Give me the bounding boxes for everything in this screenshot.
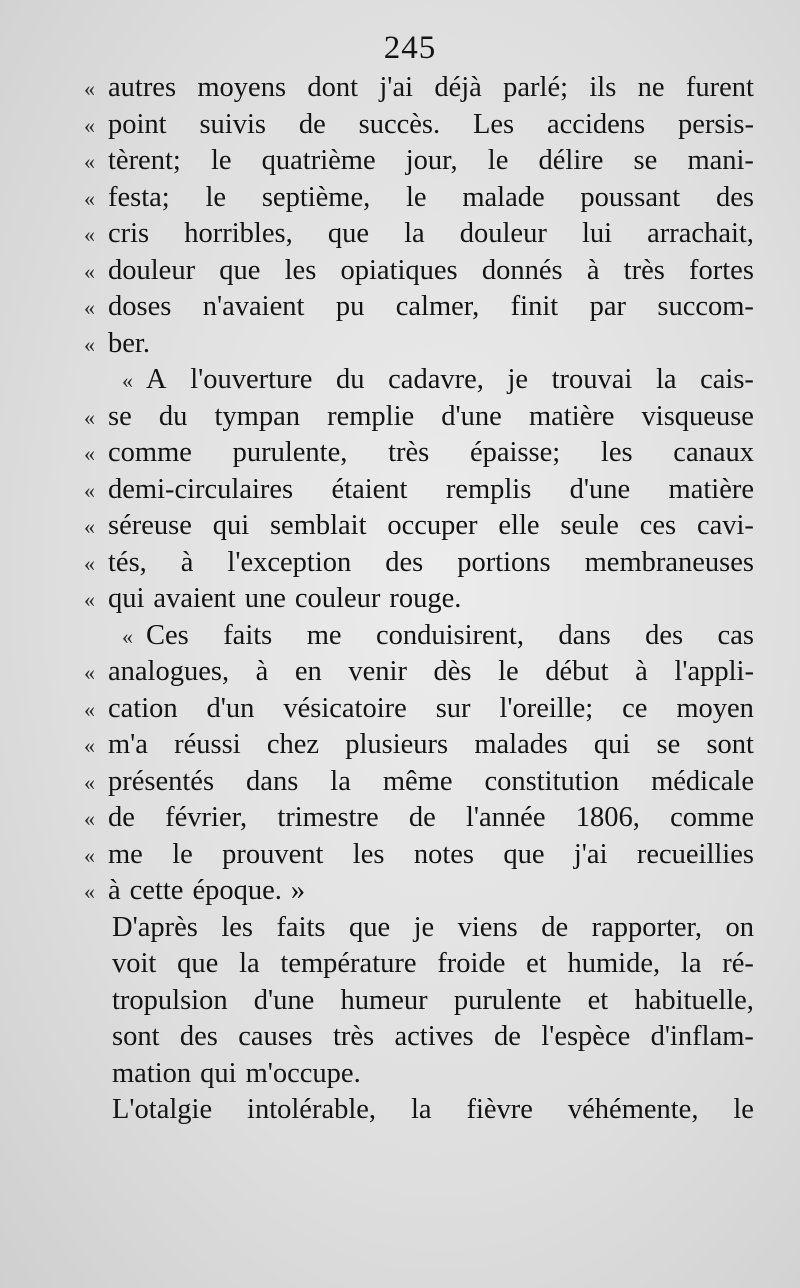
text-line (84, 618, 754, 655)
line-text (84, 1056, 754, 1093)
word: visqueuse (641, 400, 754, 432)
quote-mark: « (84, 222, 95, 247)
word: l'ouverture (190, 364, 313, 395)
word: l'espèce (541, 1021, 631, 1052)
word: finit (510, 291, 559, 322)
line-text (108, 399, 754, 436)
word: le (498, 656, 519, 687)
word: la (655, 364, 677, 395)
word: rapporter, (591, 911, 703, 943)
word: parlé; (503, 72, 569, 103)
word: qui (108, 583, 145, 614)
word: que (348, 911, 391, 943)
word: tèrent; (108, 145, 181, 176)
word: causes (238, 1021, 313, 1052)
line-text (146, 618, 754, 655)
word: seule (560, 510, 619, 541)
word: analogues, (108, 656, 230, 687)
word: » (290, 875, 306, 906)
word: dès (433, 656, 472, 687)
word: donnés (481, 254, 563, 286)
word: des (715, 181, 754, 213)
line-text (108, 727, 754, 764)
line-text (108, 472, 754, 509)
word: comme (108, 437, 192, 468)
word: d'inflam- (650, 1021, 754, 1052)
word: début (545, 656, 609, 687)
text-line (84, 983, 754, 1020)
line-text (108, 800, 754, 837)
text-line (84, 581, 754, 618)
word: portions (457, 546, 551, 578)
word: chez (266, 729, 320, 760)
text-line (84, 508, 754, 545)
quote-mark: « (84, 149, 95, 174)
word: que (327, 218, 369, 249)
word: à (586, 254, 600, 286)
word: de (408, 802, 436, 833)
line-text (108, 143, 754, 180)
word: viens (457, 911, 518, 943)
quote-mark: « (84, 404, 95, 430)
word: le (210, 145, 232, 176)
text-line (84, 70, 754, 107)
word: humeur (340, 984, 428, 1016)
word: autres (108, 72, 177, 103)
word: semblait (269, 510, 367, 541)
word: les (284, 254, 317, 286)
word: matière (668, 473, 754, 505)
word: canaux (673, 437, 754, 468)
word: cadavre, (388, 364, 484, 395)
word: température (280, 948, 417, 979)
quote-mark: « (84, 696, 95, 722)
word: douleur (108, 254, 196, 286)
quote-mark: « (84, 550, 95, 576)
word: elle (498, 510, 540, 541)
word: sont (706, 729, 754, 760)
quote-mark: « (84, 733, 95, 758)
text-line (84, 362, 754, 399)
word: présentés (108, 765, 215, 797)
word: étaient (331, 473, 408, 505)
word: je (507, 364, 529, 395)
quote-mark: « (84, 879, 95, 904)
word: intolérable, (247, 1094, 377, 1125)
word: que (219, 254, 261, 286)
word: remplie (327, 400, 415, 432)
line-text (108, 873, 754, 910)
word: venir (348, 656, 407, 687)
word: épaisse; (469, 437, 561, 468)
page-number: 245 (383, 30, 437, 66)
quote-mark: « (84, 441, 95, 466)
word: succès. (358, 108, 441, 140)
text-line (84, 545, 754, 582)
word: point (108, 108, 167, 140)
word: conduisirent, (375, 619, 524, 651)
line-text (84, 910, 754, 947)
word: pu (335, 291, 365, 322)
word: ne (637, 72, 665, 103)
word: le (205, 181, 227, 213)
word: d'une (253, 984, 315, 1016)
word: Ces (146, 619, 189, 651)
word: très (623, 254, 665, 286)
word: septième, (261, 181, 371, 213)
word: habituelle, (634, 984, 754, 1016)
word: doses (108, 291, 172, 322)
word: accidens (547, 108, 646, 140)
text-line (84, 691, 754, 728)
word: les (221, 911, 253, 943)
body-text (84, 70, 754, 1129)
word: membraneuses (584, 546, 754, 578)
word: le (406, 181, 427, 213)
word: tés, (108, 546, 147, 578)
word: opiatiques (340, 254, 458, 286)
word: sur (435, 692, 471, 724)
word: très (388, 437, 430, 468)
word: délire (538, 145, 604, 176)
word: comme (670, 802, 754, 833)
line-text (108, 435, 754, 472)
word: sont (112, 1021, 160, 1052)
word: d'une (569, 473, 631, 505)
quote-mark: « (84, 258, 95, 284)
word: d'une (441, 400, 502, 432)
word: j'ai (573, 838, 608, 870)
word: notes (413, 838, 474, 870)
word: on (725, 911, 754, 943)
line-text (108, 326, 754, 363)
word: le (733, 1094, 754, 1125)
word: succom- (657, 291, 754, 322)
word: tropulsion (112, 984, 228, 1016)
word: tympan (214, 400, 300, 432)
text-line (84, 289, 754, 326)
word: m'a (108, 729, 148, 760)
word: me (108, 838, 143, 870)
text-line (84, 654, 754, 691)
word: calmer, (395, 291, 480, 322)
word: du (158, 400, 188, 432)
word: constitution (484, 765, 620, 797)
text-line (84, 326, 754, 363)
word: remplis (445, 473, 532, 505)
word: festa; (108, 181, 170, 213)
word: actives (394, 1021, 474, 1052)
word: moyen (676, 692, 754, 724)
quote-mark: « (84, 185, 95, 211)
line-text (108, 691, 754, 728)
line-text (108, 107, 754, 144)
word: cette (129, 875, 184, 906)
text-line (84, 727, 754, 764)
text-line (84, 837, 754, 874)
word: les (600, 437, 633, 468)
word: l'année (465, 802, 546, 833)
word: le (172, 838, 193, 870)
quote-mark: « (122, 623, 133, 649)
word: purulente (453, 984, 562, 1016)
word: rouge. (389, 583, 462, 614)
word: ils (589, 72, 617, 103)
word: m'occupe. (245, 1057, 361, 1089)
word: humide, (567, 948, 661, 979)
word: vésicatoire (283, 692, 407, 724)
word: cavi- (696, 510, 754, 541)
word: mation (112, 1057, 192, 1089)
word: me (306, 619, 342, 651)
word: l'oreille; (499, 692, 594, 724)
word: couleur (294, 583, 381, 614)
word: très (332, 1021, 375, 1052)
word: dans (246, 765, 299, 797)
line-text (108, 654, 754, 691)
word: occuper (387, 510, 478, 541)
quote-mark: « (84, 331, 95, 357)
text-line (84, 107, 754, 144)
word: demi-circulaires (108, 473, 294, 505)
text-line (84, 180, 754, 217)
text-line (84, 1056, 754, 1093)
word: la (239, 948, 260, 979)
word: février, (165, 802, 248, 833)
quote-mark: « (84, 806, 95, 831)
word: arrachait, (647, 218, 754, 249)
word: à (180, 546, 194, 578)
line-text (84, 1019, 754, 1056)
line-text (108, 508, 754, 545)
word: séreuse (108, 510, 192, 541)
word: déjà (434, 72, 482, 103)
line-text (84, 983, 754, 1020)
word: ré- (722, 948, 754, 979)
word: la (404, 218, 425, 249)
word: du (336, 364, 365, 395)
word: l'appli- (674, 656, 754, 687)
word: cation (108, 692, 178, 724)
word: d'un (206, 692, 255, 724)
word: n'avaient (202, 291, 305, 322)
word: A (146, 364, 167, 395)
word: la (410, 1094, 432, 1125)
line-text (108, 837, 754, 874)
word: je (413, 911, 435, 943)
text-line (84, 873, 754, 910)
word: suivis (199, 108, 266, 140)
word: par (589, 291, 626, 322)
text-line (84, 764, 754, 801)
quote-mark: « (84, 112, 95, 138)
word: prouvent (222, 838, 324, 870)
word: mani- (687, 145, 754, 176)
word: fièvre (466, 1094, 533, 1125)
text-line (84, 946, 754, 983)
quote-mark: « (84, 477, 95, 503)
word: de (108, 802, 135, 833)
word: ces (639, 510, 677, 541)
word: fortes (689, 254, 754, 286)
word: des (179, 1021, 218, 1052)
text-line (84, 216, 754, 253)
word: avaient (153, 583, 236, 614)
word: que (177, 948, 219, 979)
word: moyens (197, 72, 287, 103)
word: à (108, 875, 121, 906)
text-line (84, 253, 754, 290)
word: trimestre (277, 802, 379, 833)
line-text (108, 545, 754, 582)
word: les (352, 838, 385, 870)
quote-mark: « (84, 514, 95, 539)
word: des (385, 546, 424, 578)
quote-mark: « (84, 842, 95, 868)
word: de (541, 911, 569, 943)
word: à (255, 656, 269, 687)
word: recueillies (636, 838, 754, 870)
word: j'ai (379, 72, 414, 103)
word: se (633, 145, 658, 176)
word: le (487, 145, 509, 176)
word: voit (112, 948, 157, 979)
word: poussant (580, 181, 681, 213)
text-line (84, 399, 754, 436)
word: ce (622, 692, 648, 724)
word: que (503, 838, 545, 870)
word: médicale (651, 765, 754, 797)
word: qui (200, 1057, 237, 1089)
word: époque. (192, 875, 282, 906)
word: et (526, 948, 547, 979)
text-line (84, 435, 754, 472)
word: 1806, (575, 802, 640, 833)
word: même (382, 765, 453, 797)
line-text (108, 764, 754, 801)
text-line (84, 1092, 754, 1129)
word: malades (474, 729, 568, 760)
word: D'après (112, 911, 198, 943)
word: plusieurs (345, 729, 449, 760)
word: véhémente, (567, 1094, 699, 1125)
quote-mark: « (84, 587, 95, 612)
word: matière (528, 400, 615, 432)
line-text (108, 289, 754, 326)
word: L'otalgie (112, 1094, 213, 1125)
word: ber. (108, 327, 150, 359)
line-text (108, 253, 754, 290)
quote-mark: « (84, 660, 95, 685)
word: faits (276, 911, 326, 943)
word: se (656, 729, 681, 760)
word: cris (108, 218, 150, 249)
line-text (108, 70, 754, 107)
text-line (84, 800, 754, 837)
word: en (294, 656, 322, 687)
quote-mark: « (84, 76, 95, 101)
word: de (298, 108, 326, 140)
word: quatrième (261, 145, 376, 176)
word: de (494, 1021, 521, 1052)
word: malade (462, 181, 545, 213)
word: se (108, 400, 132, 432)
text-line (84, 472, 754, 509)
word: cas (717, 619, 754, 651)
word: la (330, 765, 351, 797)
word: la (680, 948, 702, 979)
quote-mark: « (84, 295, 95, 320)
word: purulente, (232, 437, 348, 468)
word: furent (685, 72, 754, 103)
line-text (108, 216, 754, 253)
word: froide (437, 948, 506, 979)
word: des (645, 619, 684, 651)
word: horribles, (184, 218, 293, 249)
word: lui (581, 218, 613, 249)
word: Les (472, 108, 515, 140)
word: réussi (174, 729, 241, 760)
text-line (84, 910, 754, 947)
line-text (108, 581, 754, 618)
word: et (587, 984, 609, 1016)
word: faits (223, 619, 273, 651)
quote-mark: « (84, 769, 95, 795)
quote-mark: « (122, 368, 133, 393)
line-text (84, 1092, 754, 1129)
word: qui (212, 510, 250, 541)
word: persis- (677, 108, 754, 140)
word: l'exception (227, 546, 352, 578)
text-line (84, 143, 754, 180)
line-text (84, 946, 754, 983)
line-text (108, 180, 754, 217)
word: cais- (700, 364, 754, 395)
word: une (244, 583, 286, 614)
word: jour, (405, 145, 458, 176)
line-text (146, 362, 754, 399)
text-line (84, 1019, 754, 1056)
word: trouvai (551, 364, 633, 395)
word: dont (307, 72, 359, 103)
word: qui (593, 729, 631, 760)
word: douleur (459, 218, 547, 249)
word: à (635, 656, 648, 687)
word: dans (558, 619, 611, 651)
